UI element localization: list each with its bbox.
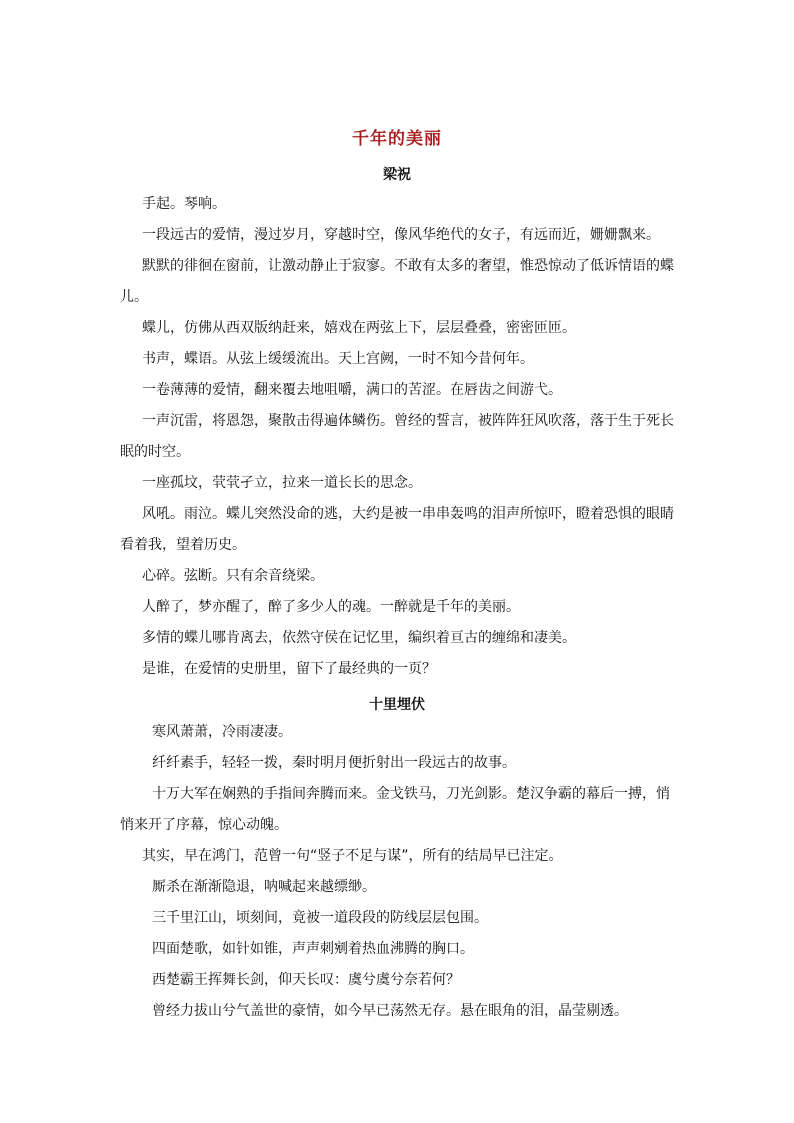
paragraph: 其实，早在鸿门，范曾一句“竖子不足与谋”，所有的结局早已注定。 [142,848,563,864]
paragraph: 三千里江山，顷刻间，竟被一道段段的防线层层包围。 [152,910,488,926]
paragraph: 人醉了，梦亦醒了，醉了多少人的魂。一醉就是千年的美丽。 [142,599,520,615]
paragraph: 默默的徘徊在窗前，让激动静止于寂寥。不敢有太多的奢望，惟恐惊动了低诉情语的蝶儿。 [120,258,674,305]
paragraph: 西楚霸王挥舞长剑，仰天长叹：虞兮虞兮奈若何？ [152,972,460,988]
section-heading-shili-maifu: 十里埋伏 [369,697,425,713]
paragraph: 心碎。弦断。只有余音绕梁。 [142,568,324,584]
paragraph: 一卷薄薄的爱情，翻来覆去地咀嚼，满口的苦涩。在唇齿之间游弋。 [142,382,562,398]
paragraph: 一座孤坟，茕茕孑立，拉来一道长长的思念。 [142,475,422,491]
paragraph: 手起。琴响。 [142,196,226,212]
paragraph: 一段远古的爱情，漫过岁月，穿越时空，像风华绝代的女子，有远而近，姗姗飘来。 [142,227,660,243]
document-title: 千年的美丽 [352,129,442,149]
paragraph: 蝶儿，仿佛从西双版纳赶来，嬉戏在两弦上下，层层叠叠，密密匝匝。 [142,320,576,336]
paragraph: 四面楚歌，如针如锥，声声刺剜着热血沸腾的胸口。 [152,941,474,957]
paragraph: 多情的蝶儿哪肯离去，依然守侯在记忆里，编织着亘古的缠绵和凄美。 [142,630,576,646]
section-heading-liangzhu: 梁祝 [383,167,411,183]
paragraph: 风吼。雨泣。蝶儿突然没命的逃，大约是被一串串轰鸣的泪声所惊吓，瞪着恐惧的眼睛看着我，望着历史。 [120,506,674,553]
paragraph: 书声，蝶语。从弦上缓缓流出。天上宫阙，一时不知今昔何年。 [142,351,534,367]
paragraph: 是谁，在爱情的史册里，留下了最经典的一页？ [142,661,436,677]
paragraph: 厮杀在渐渐隐退，呐喊起来越缥缈。 [152,879,376,895]
paragraph: 曾经力拔山兮气盖世的豪情，如今早已荡然无存。悬在眼角的泪，晶莹剔透。 [152,1003,628,1019]
paragraph: 十万大军在娴熟的手指间奔腾而来。金戈铁马，刀光剑影。楚汉争霸的幕后一搏，悄悄来开了序幕，惊心动魄。 [120,786,670,833]
paragraph: 寒风萧萧，冷雨凄凄。 [152,724,292,740]
paragraph: 一声沉雷，将恩怨，聚散击得遍体鳞伤。曾经的誓言，被阵阵狂风吹落，落于生于死长眠的时空。 [120,413,674,460]
paragraph: 纤纤素手，轻轻一拨，秦时明月便折射出一段远古的故事。 [152,755,516,771]
